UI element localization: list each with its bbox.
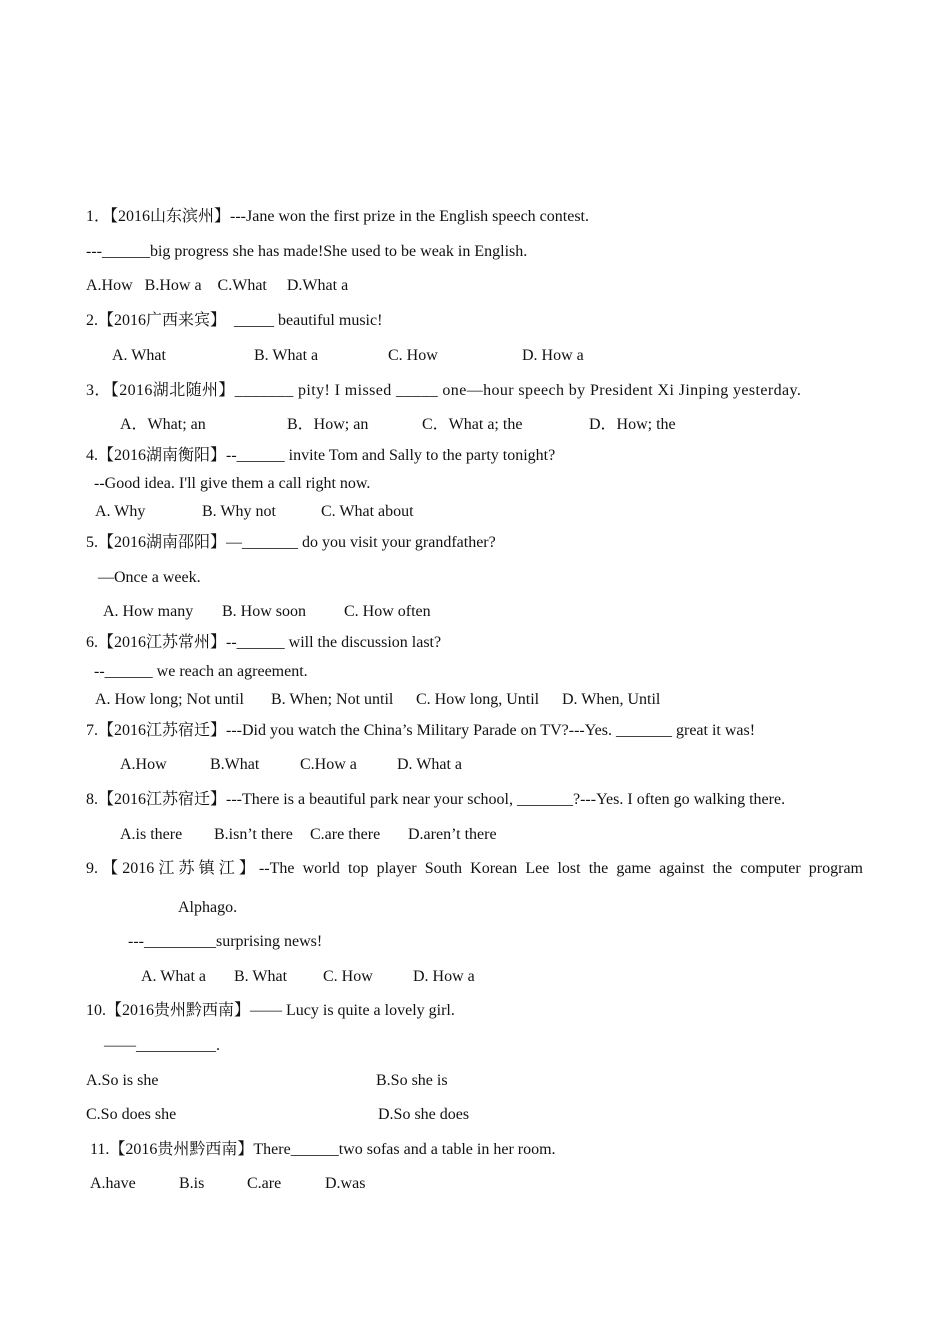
question-5-option-c: C. How often xyxy=(344,603,431,620)
question-6-option-b: B. When; Not until xyxy=(271,691,394,708)
question-4-option-a: A. Why xyxy=(95,503,146,520)
question-7-option-d: D. What a xyxy=(397,756,463,773)
question-9-stem: 9.【2016江苏镇江】--The world top player South Korean Lee lost the game against the computer program xyxy=(86,860,863,877)
question-2-option-b: B. What a xyxy=(254,347,319,364)
question-9-option-c: C. How xyxy=(323,968,373,985)
question-9-option-d: D. How a xyxy=(413,968,475,985)
question-9-line2: Alphago. xyxy=(178,899,238,916)
question-1-line2: ---______big progress she has made!She used to be weak in English. xyxy=(86,243,528,260)
question-11-option-d: D.was xyxy=(325,1175,366,1192)
question-2-stem: 2.【2016广西来宾】 _____ beautiful music! xyxy=(86,312,383,329)
question-10-option-b: B.So she is xyxy=(376,1072,448,1089)
question-2-option-a: A. What xyxy=(112,347,166,364)
question-3-option-d: D．How; the xyxy=(589,416,676,433)
question-10-option-a: A.So is she xyxy=(86,1072,159,1089)
question-6-option-c: C. How long, Until xyxy=(416,691,540,708)
question-10-line2: ——__________. xyxy=(104,1037,220,1054)
question-5-option-a: A. How many xyxy=(103,603,194,620)
question-7-option-c: C.How a xyxy=(300,756,357,773)
question-6-line2: --______ we reach an agreement. xyxy=(94,663,308,680)
question-10-option-d: D.So she does xyxy=(378,1106,470,1123)
question-5-stem: 5.【2016湖南邵阳】—_______ do you visit your grandfather? xyxy=(86,534,496,551)
question-2-option-d: D. How a xyxy=(522,347,584,364)
question-5-line2: —Once a week. xyxy=(98,569,201,586)
question-6-stem: 6.【2016江苏常州】--______ will the discussion last? xyxy=(86,634,442,651)
question-3-option-a: A．What; an xyxy=(120,416,206,433)
question-8-option-a: A.is there xyxy=(120,826,183,843)
question-7-stem: 7.【2016江苏宿迁】---Did you watch the China’s Military Parade on TV?---Yes. _______ great it was! xyxy=(86,722,756,739)
question-5-option-b: B. How soon xyxy=(222,603,307,620)
question-9-option-b: B. What xyxy=(234,968,288,985)
question-8-option-b: B.isn’t there xyxy=(214,826,293,843)
question-9-option-a: A. What a xyxy=(141,968,207,985)
question-8-option-d: D.aren’t there xyxy=(408,826,497,843)
question-11-option-a: A.have xyxy=(90,1175,136,1192)
question-11-option-c: C.are xyxy=(247,1175,282,1192)
question-7-option-b: B.What xyxy=(210,756,260,773)
question-8-option-c: C.are there xyxy=(310,826,381,843)
question-11-option-b: B.is xyxy=(179,1175,205,1192)
question-11-stem: 11.【2016贵州黔西南】There______two sofas and a table in her room. xyxy=(90,1141,556,1158)
question-10-stem: 10.【2016贵州黔西南】—— Lucy is quite a lovely girl. xyxy=(86,1002,455,1019)
question-1-stem: 1．【2016山东滨州】---Jane won the first prize in the English speech contest. xyxy=(86,208,590,225)
question-4-line2: --Good idea. I'll give them a call right now. xyxy=(94,475,371,492)
question-8-stem: 8.【2016江苏宿迁】---There is a beautiful park near your school, _______?---Yes. I often go walking there. xyxy=(86,791,786,808)
question-9-line3: ---_________surprising news! xyxy=(128,933,323,950)
question-4-stem: 4.【2016湖南衡阳】--______ invite Tom and Sally to the party tonight? xyxy=(86,447,556,464)
question-6-option-d: D. When, Until xyxy=(562,691,661,708)
question-6-option-a: A. How long; Not until xyxy=(95,691,244,708)
question-3-option-b: B．How; an xyxy=(287,416,369,433)
question-3-stem: 3．【2016湖北随州】_______ pity! I missed _____ one—hour speech by President Xi Jinping yesterday. xyxy=(86,382,802,399)
question-7-option-a: A.How xyxy=(120,756,167,773)
question-4-option-c: C. What about xyxy=(321,503,414,520)
question-10-option-c: C.So does she xyxy=(86,1106,177,1123)
question-4-option-b: B. Why not xyxy=(202,503,276,520)
question-1-options: A.How B.How a C.What D.What a xyxy=(86,277,349,294)
question-2-option-c: C. How xyxy=(388,347,438,364)
question-3-option-c: C．What a; the xyxy=(422,416,523,433)
